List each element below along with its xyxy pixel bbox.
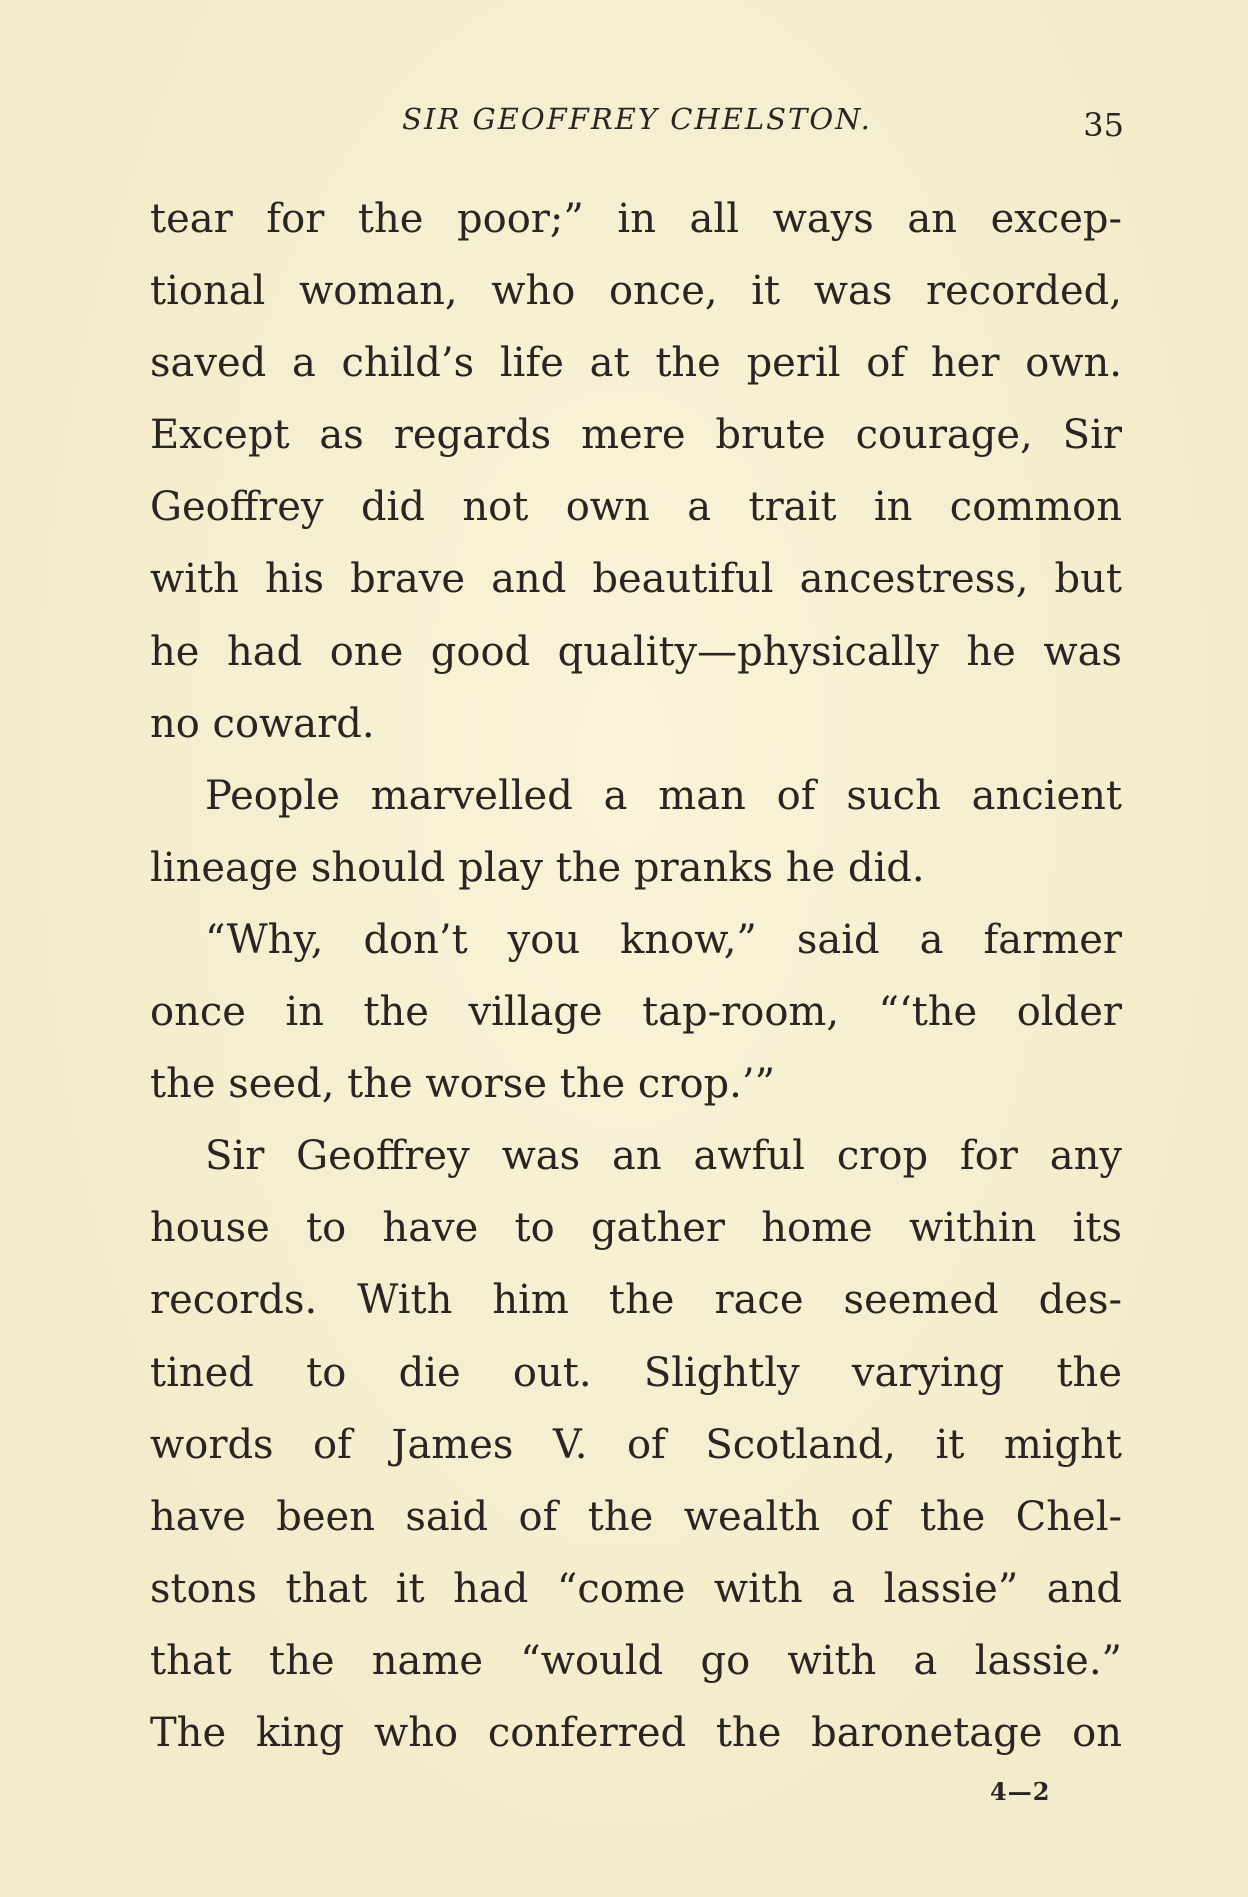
text-line: Sir Geoffrey was an awful crop for any bbox=[205, 1133, 1122, 1180]
text-line: lineage should play the pranks he did. bbox=[150, 844, 925, 891]
text-line: no coward. bbox=[150, 700, 375, 747]
running-title: SIR GEOFFREY CHELSTON. bbox=[402, 102, 872, 136]
signature-mark: 4—2 bbox=[990, 1777, 1051, 1806]
text-line: saved a child’s life at the peril of her own. bbox=[150, 340, 1122, 387]
running-head bbox=[150, 100, 1124, 146]
text-line: The king who conferred the baronetage on bbox=[150, 1709, 1122, 1756]
text-line: tear for the poor;” in all ways an excep- bbox=[150, 196, 1122, 242]
text-line: have been said of the wealth of the Chel- bbox=[150, 1493, 1122, 1540]
text-line: tined to die out. Slightly varying the bbox=[150, 1349, 1122, 1396]
text-line: Except as regards mere brute courage, Sir bbox=[150, 412, 1122, 459]
text-line: tional woman, who once, it was recorded, bbox=[150, 268, 1122, 315]
text-line: that the name “would go with a lassie.” bbox=[150, 1637, 1122, 1684]
text-line: words of James V. of Scotland, it might bbox=[150, 1421, 1122, 1468]
text-line: the seed, the worse the crop.’” bbox=[150, 1061, 776, 1108]
text-line: People marvelled a man of such ancient bbox=[205, 772, 1122, 819]
text-line: he had one good quality—physically he was bbox=[150, 628, 1122, 675]
text-line: house to have to gather home within its bbox=[150, 1205, 1122, 1252]
text-line: “Why, don’t you know,” said a farmer bbox=[205, 916, 1122, 963]
text-line: records. With him the race seemed des- bbox=[150, 1277, 1122, 1324]
body-text bbox=[150, 183, 1122, 1769]
text-line: stons that it had “come with a lassie” and bbox=[150, 1565, 1122, 1612]
page-number: 35 bbox=[1083, 106, 1124, 144]
text-line: once in the village tap-room, “‘the older bbox=[150, 989, 1122, 1036]
text-line: Geoffrey did not own a trait in common bbox=[150, 484, 1122, 531]
text-line: with his brave and beautiful ancestress, but bbox=[150, 556, 1122, 603]
